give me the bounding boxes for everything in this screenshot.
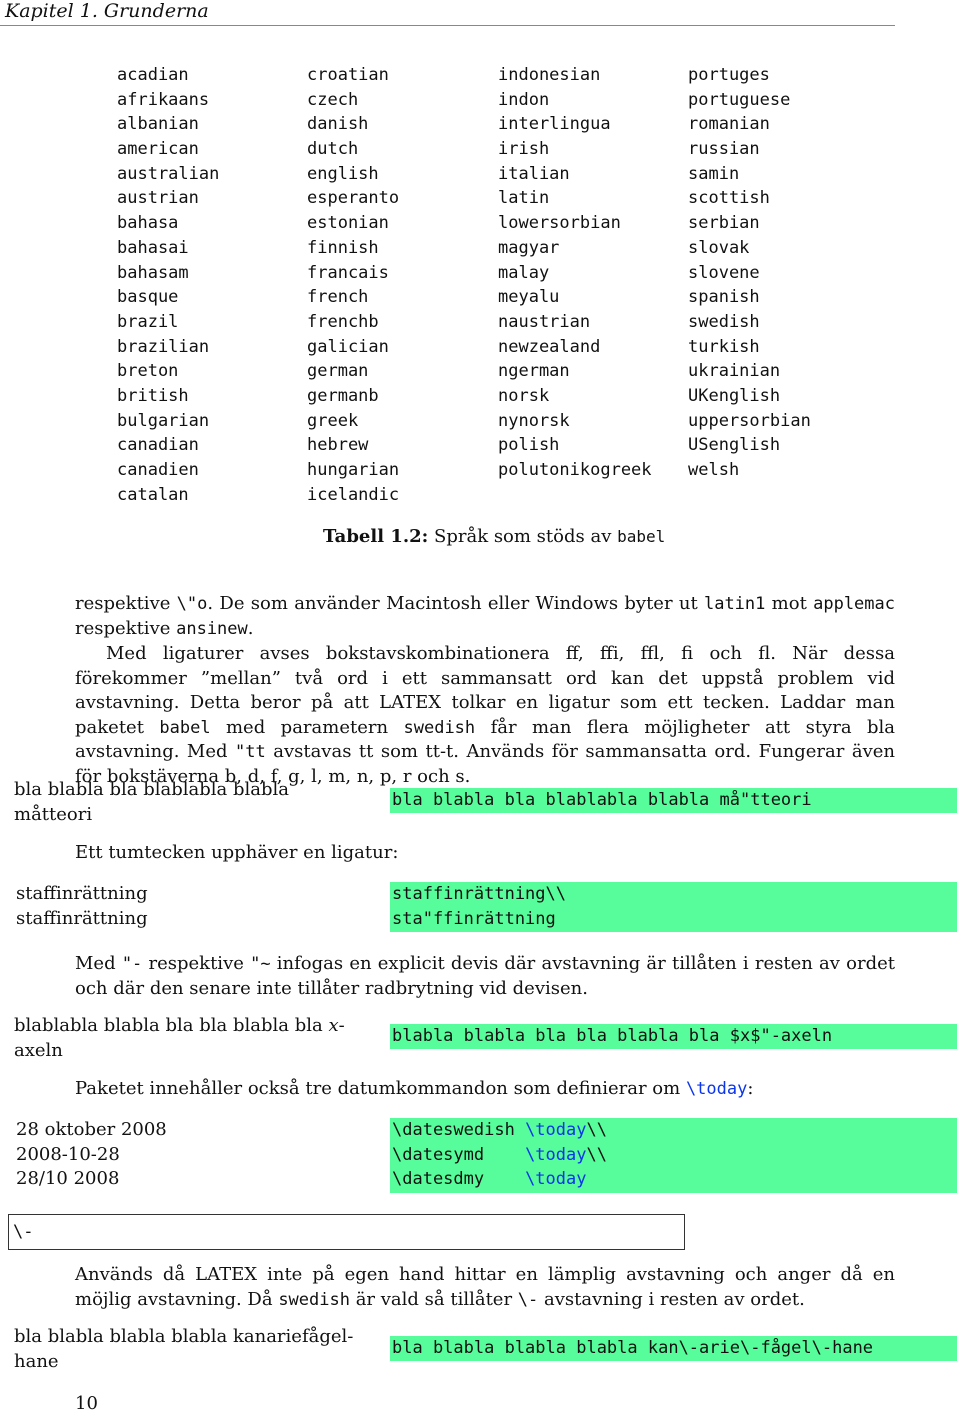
language-item: american [117, 139, 199, 160]
language-item: galician [307, 336, 389, 357]
language-item: indon [498, 89, 550, 110]
language-item: hebrew [307, 435, 369, 456]
language-item: ngerman [498, 361, 570, 382]
math-variable: x [328, 1015, 339, 1036]
language-column-1 [117, 63, 307, 507]
language-item: polutonikogreek [498, 460, 652, 480]
latex-logo: LATEX [195, 1264, 258, 1285]
text-line: bla blabla blabla blabla kan\-arie\-fågel\-hane [392, 1338, 874, 1358]
inline-code: swedish [403, 717, 476, 738]
language-column-2 [307, 63, 497, 507]
paragraph-date-commands [75, 1077, 753, 1102]
language-item: samin [688, 163, 740, 184]
language-item: czech [307, 89, 359, 110]
text: blablabla blabla bla bla blabla bla [14, 1015, 329, 1036]
text: respektive [75, 593, 177, 614]
code-command: \dateswedish [392, 1120, 526, 1140]
text: -axeln [14, 1015, 345, 1061]
text: får man flera möjligheter att styra bla avstavning. Med [75, 716, 895, 763]
language-item: albanian [117, 114, 199, 135]
text: . De som använder Macintosh eller Windows byter ut [207, 593, 704, 614]
language-item: germanb [307, 385, 379, 406]
language-item: romanian [688, 114, 770, 135]
language-item: german [307, 361, 369, 382]
language-item: francais [307, 262, 389, 283]
inline-code: \"o [176, 594, 208, 614]
language-item: lowersorbian [498, 213, 621, 234]
language-item: portuguese [688, 89, 791, 110]
paragraph-soft-hyphen [75, 1263, 895, 1312]
example-output-2 [14, 882, 354, 931]
language-item: nynorsk [498, 410, 570, 431]
language-item: swedish [688, 311, 760, 332]
language-item: newzealand [498, 336, 601, 357]
text: tolkar en ligatur som ett tecken. Laddar man paketet [75, 692, 895, 738]
language-item: irish [498, 139, 550, 160]
text: Med [75, 953, 122, 974]
language-item: estonian [307, 213, 389, 234]
language-item: turkish [688, 336, 760, 357]
language-item: esperanto [307, 188, 400, 209]
example-output-5: bla blabla blabla blabla kanariefågel-hane [14, 1326, 354, 1372]
text: mot [765, 593, 814, 614]
language-item: bahasa [117, 213, 179, 234]
language-column-4 [688, 63, 878, 483]
text: Används då [75, 1264, 196, 1285]
language-item: indonesian [498, 65, 601, 85]
example-output-1: bla blabla bla blablabla blabla måtteori [14, 779, 289, 825]
language-item: naustrian [498, 311, 591, 332]
language-item: bulgarian [117, 410, 210, 431]
inline-code: ansinew [176, 618, 248, 639]
language-item: basque [117, 287, 179, 308]
language-item: frenchb [307, 311, 379, 332]
language-item: icelandic [307, 484, 400, 505]
language-item: welsh [688, 460, 740, 480]
text-line: staffinrättning [16, 907, 148, 929]
language-item: catalan [117, 484, 189, 505]
code-line [390, 1167, 957, 1192]
code-keyword: \today [525, 1144, 587, 1165]
language-item: slovene [688, 262, 760, 283]
language-item: canadian [117, 435, 199, 456]
code-example-2 [390, 882, 957, 932]
text-line: 28/10 2008 [16, 1168, 120, 1190]
code-tail: \\ [586, 1120, 607, 1140]
code-keyword: \today [525, 1120, 587, 1140]
paragraph-explicit-hyphen [75, 952, 895, 1001]
language-item: dutch [307, 139, 359, 160]
inline-code: latin1 [703, 594, 766, 614]
language-item: french [307, 287, 369, 308]
language-item: australian [117, 163, 220, 184]
inline-code: babel [159, 717, 211, 738]
code-command: \datesdmy [392, 1169, 526, 1190]
language-item: norsk [498, 385, 550, 406]
language-item: greek [307, 410, 359, 431]
inline-code: "tt [235, 742, 266, 763]
language-item: italian [498, 163, 570, 184]
language-item: polish [498, 435, 560, 456]
paragraph-ligature-break: Ett tumtecken upphäver en ligatur: [75, 842, 399, 863]
text: avstavning i resten av ordet. [538, 1288, 805, 1310]
paragraph-keyboard [75, 592, 895, 641]
language-item: bahasai [117, 237, 189, 258]
page-number: 10 [75, 1393, 98, 1414]
language-item: slovak [688, 237, 750, 258]
language-item: malay [498, 262, 550, 283]
language-item: acadian [117, 65, 189, 85]
language-item: danish [307, 114, 369, 135]
text-line: 28 oktober 2008 [16, 1119, 167, 1140]
language-item: meyalu [498, 287, 560, 308]
header-rule [0, 25, 895, 26]
code-tail: \\ [586, 1144, 607, 1165]
language-item: finnish [307, 237, 379, 258]
language-item: hungarian [307, 460, 400, 480]
code-line [390, 1118, 957, 1143]
code-command: \datesymd [392, 1144, 526, 1165]
caption-label: Tabell 1.2: [323, 526, 429, 547]
language-item: brazil [117, 311, 179, 332]
language-item: serbian [688, 213, 760, 234]
language-item: bahasam [117, 262, 189, 283]
language-item: magyar [498, 237, 560, 258]
example-output-3 [14, 1014, 354, 1063]
inline-code: "~ [250, 954, 271, 974]
caption-text: Språk som stöds av [428, 526, 618, 547]
language-item: canadien [117, 460, 199, 480]
inline-code: "- [121, 954, 143, 974]
language-item: english [307, 163, 379, 184]
text: respektive [75, 617, 177, 639]
language-item: afrikaans [117, 89, 210, 110]
language-item: brazilian [117, 336, 210, 357]
language-item: UKenglish [688, 385, 781, 406]
language-item: croatian [307, 65, 389, 85]
language-item: scottish [688, 188, 770, 209]
text-line: staffinrättning [16, 883, 148, 904]
text: : [747, 1078, 754, 1099]
text: är vald så tillåter [349, 1288, 518, 1310]
text: Med ligaturer avses bokstavskombinationera ff, ffi, ffl, fi och fl. När dessa förekommer ”mellan” två ord i ett sammansatt ord kan det uppstå problem vid avstavning. Detta beror på att [75, 643, 895, 714]
inline-code: applemac [813, 594, 895, 614]
text-line: sta"ffinrättning [392, 908, 556, 929]
text-line: bla blabla bla blablabla blabla må"tteori [392, 790, 812, 810]
text-line: staffinrättning\\ [392, 884, 566, 904]
chapter-header: Kapitel 1. Grunderna [5, 0, 209, 22]
text: inte på egen hand hittar en lämplig avstavning och anger då en möjlig avstavning. Då [75, 1264, 895, 1310]
paragraph-ligatures [75, 642, 895, 790]
language-item: russian [688, 139, 760, 160]
text: respektive [142, 953, 251, 974]
language-item: british [117, 385, 189, 406]
text: avstavas tt som tt-t. Används för sammansatta ord. Fungerar även för bokstäverna b, d, f, g, l, m, n, p, r och s. [75, 741, 895, 787]
text: . [247, 617, 254, 639]
language-item: interlingua [498, 114, 611, 135]
language-item: portuges [688, 65, 770, 85]
text: med parametern [210, 716, 404, 738]
inline-code: swedish [278, 1289, 350, 1310]
language-item: spanish [688, 287, 760, 308]
text: infogas en explicit devis där avstavning är tillåten i resten av ordet och där den senare inte tillåter radbrytning vid devisen. [75, 953, 895, 999]
language-column-3 [498, 63, 688, 483]
example-output-4 [14, 1118, 354, 1192]
language-item: austrian [117, 188, 199, 209]
caption-code: babel [617, 527, 666, 546]
language-item: ukrainian [688, 361, 781, 382]
command-box: \- [8, 1214, 685, 1250]
code-example-3 [390, 1024, 957, 1049]
code-example-4 [390, 1118, 957, 1193]
table-caption [323, 526, 665, 547]
text-line: 2008-10-28 [16, 1143, 120, 1165]
latex-logo: LATEX [379, 692, 442, 714]
code-example-5 [390, 1336, 957, 1361]
text-line: blabla blabla bla bla blabla bla $x$"-axeln [392, 1026, 833, 1046]
code-keyword: \today [525, 1169, 587, 1190]
text: Paketet innehåller också tre datumkommandon som definierar om [75, 1078, 686, 1099]
inline-code: \today [685, 1079, 748, 1099]
code-example-1 [390, 788, 957, 813]
language-item: latin [498, 188, 550, 209]
code-line [390, 1143, 957, 1168]
language-item: USenglish [688, 435, 781, 456]
language-item: breton [117, 361, 179, 382]
inline-code: \- [517, 1289, 539, 1310]
language-item: uppersorbian [688, 410, 811, 431]
